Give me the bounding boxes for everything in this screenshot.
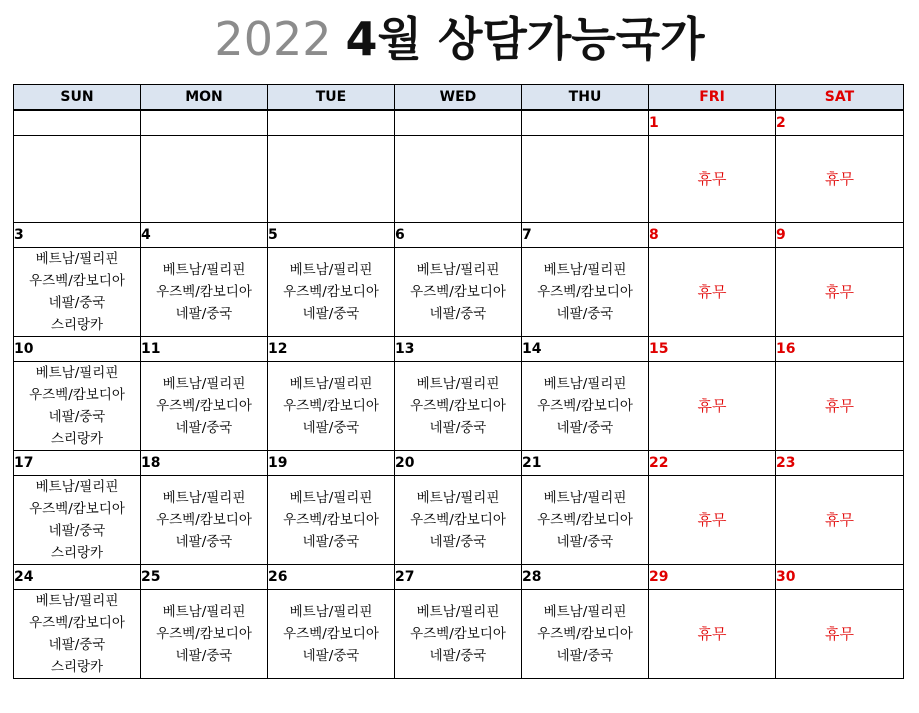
holiday-cell	[649, 590, 776, 679]
country-line: 베트남/필리핀	[543, 376, 627, 392]
country-line: 네팔/중국	[429, 420, 487, 436]
country-line: 베트남/필리핀	[162, 604, 246, 620]
country-line: 네팔/중국	[175, 306, 233, 322]
countries-cell	[268, 248, 395, 337]
holiday-cell	[649, 362, 776, 451]
title-year: 2022	[214, 12, 332, 66]
countries-cell	[141, 476, 268, 565]
date-number: 8	[649, 223, 776, 248]
country-line: 스리랑카	[50, 431, 104, 447]
country-line: 우즈벡/캄보디아	[537, 512, 633, 528]
countries-cell	[141, 136, 268, 223]
country-line: 우즈벡/캄보디아	[410, 398, 506, 414]
date-content-row	[14, 136, 904, 223]
country-line: 우즈벡/캄보디아	[283, 512, 379, 528]
calendar-table	[13, 84, 904, 679]
header-wed: WED	[395, 85, 522, 111]
holiday-label: 휴무	[825, 170, 854, 188]
holiday-cell	[649, 136, 776, 223]
country-line: 네팔/중국	[48, 409, 106, 425]
country-line: 우즈벡/캄보디아	[283, 284, 379, 300]
date-number-row	[14, 223, 904, 248]
country-line: 네팔/중국	[175, 648, 233, 664]
country-line: 우즈벡/캄보디아	[283, 626, 379, 642]
country-line: 베트남/필리핀	[543, 604, 627, 620]
date-number-row	[14, 110, 904, 136]
holiday-cell	[649, 248, 776, 337]
country-line: 우즈벡/캄보디아	[29, 387, 125, 403]
date-number: 5	[268, 223, 395, 248]
countries-cell	[395, 362, 522, 451]
date-number: 19	[268, 451, 395, 476]
countries-cell	[395, 476, 522, 565]
country-line: 우즈벡/캄보디아	[29, 273, 125, 289]
holiday-label: 휴무	[697, 170, 727, 188]
country-line: 베트남/필리핀	[543, 490, 627, 506]
countries-cell	[141, 362, 268, 451]
country-line: 우즈벡/캄보디아	[410, 284, 506, 300]
date-number: 30	[776, 565, 904, 590]
country-line: 베트남/필리핀	[289, 262, 373, 278]
date-number: 26	[268, 565, 395, 590]
country-line: 네팔/중국	[556, 534, 614, 550]
country-line: 우즈벡/캄보디아	[29, 501, 125, 517]
country-line: 네팔/중국	[302, 648, 360, 664]
date-content-row	[14, 476, 904, 565]
country-line: 네팔/중국	[429, 534, 487, 550]
holiday-label: 휴무	[825, 283, 854, 301]
header-thu: THU	[522, 85, 649, 111]
holiday-label: 휴무	[697, 283, 727, 301]
countries-cell	[14, 136, 141, 223]
country-line: 네팔/중국	[429, 648, 487, 664]
header-tue: TUE	[268, 85, 395, 111]
holiday-cell	[776, 476, 904, 565]
date-number	[268, 110, 395, 136]
country-line: 우즈벡/캄보디아	[537, 398, 633, 414]
country-line: 네팔/중국	[556, 306, 614, 322]
country-line: 네팔/중국	[302, 420, 360, 436]
date-number: 2	[776, 110, 904, 136]
date-number: 10	[14, 337, 141, 362]
country-line: 우즈벡/캄보디아	[29, 615, 125, 631]
date-content-row	[14, 248, 904, 337]
countries-cell	[14, 590, 141, 679]
country-line: 베트남/필리핀	[289, 490, 373, 506]
country-line: 네팔/중국	[48, 637, 106, 653]
holiday-cell	[776, 362, 904, 451]
date-number: 4	[141, 223, 268, 248]
country-line: 베트남/필리핀	[35, 365, 119, 381]
countries-cell	[14, 476, 141, 565]
date-number: 25	[141, 565, 268, 590]
date-number	[395, 110, 522, 136]
date-number: 20	[395, 451, 522, 476]
holiday-label: 휴무	[697, 625, 727, 643]
country-line: 우즈벡/캄보디아	[537, 284, 633, 300]
countries-cell	[522, 136, 649, 223]
holiday-label: 휴무	[825, 397, 854, 415]
holiday-cell	[649, 476, 776, 565]
date-number: 27	[395, 565, 522, 590]
header-sun: SUN	[14, 85, 141, 111]
countries-cell	[14, 248, 141, 337]
header-fri: FRI	[649, 85, 776, 111]
date-number: 29	[649, 565, 776, 590]
countries-cell	[268, 136, 395, 223]
countries-cell	[522, 590, 649, 679]
country-line: 베트남/필리핀	[543, 262, 627, 278]
country-line: 스리랑카	[50, 545, 104, 561]
countries-cell	[395, 590, 522, 679]
countries-cell	[268, 362, 395, 451]
countries-cell	[395, 136, 522, 223]
date-number	[141, 110, 268, 136]
date-number: 13	[395, 337, 522, 362]
country-line: 우즈벡/캄보디아	[410, 626, 506, 642]
date-content-row	[14, 590, 904, 679]
country-line: 우즈벡/캄보디아	[156, 284, 252, 300]
country-line: 스리랑카	[50, 659, 104, 675]
country-line: 베트남/필리핀	[416, 262, 500, 278]
date-number: 17	[14, 451, 141, 476]
country-line: 네팔/중국	[175, 420, 233, 436]
date-number-row	[14, 565, 904, 590]
country-line: 베트남/필리핀	[35, 251, 119, 267]
date-number: 12	[268, 337, 395, 362]
country-line: 우즈벡/캄보디아	[156, 398, 252, 414]
holiday-cell	[776, 248, 904, 337]
country-line: 네팔/중국	[556, 648, 614, 664]
country-line: 베트남/필리핀	[289, 604, 373, 620]
countries-cell	[268, 476, 395, 565]
country-line: 베트남/필리핀	[162, 376, 246, 392]
country-line: 우즈벡/캄보디아	[156, 626, 252, 642]
country-line: 네팔/중국	[175, 534, 233, 550]
date-number: 14	[522, 337, 649, 362]
country-line: 베트남/필리핀	[416, 604, 500, 620]
countries-cell	[141, 248, 268, 337]
date-number: 16	[776, 337, 904, 362]
date-number: 7	[522, 223, 649, 248]
country-line: 베트남/필리핀	[416, 376, 500, 392]
title-text: 4월 상담가능국가	[345, 12, 705, 66]
date-number	[14, 110, 141, 136]
date-number: 1	[649, 110, 776, 136]
holiday-label: 휴무	[697, 511, 727, 529]
holiday-label: 휴무	[825, 511, 854, 529]
countries-cell	[268, 590, 395, 679]
countries-cell	[522, 248, 649, 337]
country-line: 네팔/중국	[556, 420, 614, 436]
calendar-body	[14, 110, 904, 679]
holiday-label: 휴무	[825, 625, 854, 643]
countries-cell	[522, 362, 649, 451]
header-mon: MON	[141, 85, 268, 111]
country-line: 베트남/필리핀	[35, 479, 119, 495]
date-number: 28	[522, 565, 649, 590]
country-line: 베트남/필리핀	[162, 490, 246, 506]
date-number: 15	[649, 337, 776, 362]
country-line: 우즈벡/캄보디아	[410, 512, 506, 528]
date-content-row	[14, 362, 904, 451]
country-line: 우즈벡/캄보디아	[283, 398, 379, 414]
date-number	[522, 110, 649, 136]
country-line: 우즈벡/캄보디아	[537, 626, 633, 642]
countries-cell	[14, 362, 141, 451]
page-title	[0, 6, 919, 72]
date-number-row	[14, 451, 904, 476]
countries-cell	[522, 476, 649, 565]
country-line: 네팔/중국	[48, 295, 106, 311]
date-number: 18	[141, 451, 268, 476]
date-number: 23	[776, 451, 904, 476]
date-number-row	[14, 337, 904, 362]
countries-cell	[395, 248, 522, 337]
holiday-label: 휴무	[697, 397, 727, 415]
header-sat: SAT	[776, 85, 904, 111]
country-line: 베트남/필리핀	[289, 376, 373, 392]
country-line: 우즈벡/캄보디아	[156, 512, 252, 528]
weekday-header-row	[14, 85, 904, 111]
country-line: 네팔/중국	[48, 523, 106, 539]
date-number: 6	[395, 223, 522, 248]
country-line: 베트남/필리핀	[35, 593, 119, 609]
date-number: 24	[14, 565, 141, 590]
countries-cell	[141, 590, 268, 679]
country-line: 네팔/중국	[302, 306, 360, 322]
country-line: 스리랑카	[50, 317, 104, 333]
date-number: 22	[649, 451, 776, 476]
country-line: 베트남/필리핀	[416, 490, 500, 506]
holiday-cell	[776, 136, 904, 223]
holiday-cell	[776, 590, 904, 679]
country-line: 베트남/필리핀	[162, 262, 246, 278]
country-line: 네팔/중국	[302, 534, 360, 550]
date-number: 9	[776, 223, 904, 248]
country-line: 네팔/중국	[429, 306, 487, 322]
date-number: 21	[522, 451, 649, 476]
date-number: 3	[14, 223, 141, 248]
date-number: 11	[141, 337, 268, 362]
